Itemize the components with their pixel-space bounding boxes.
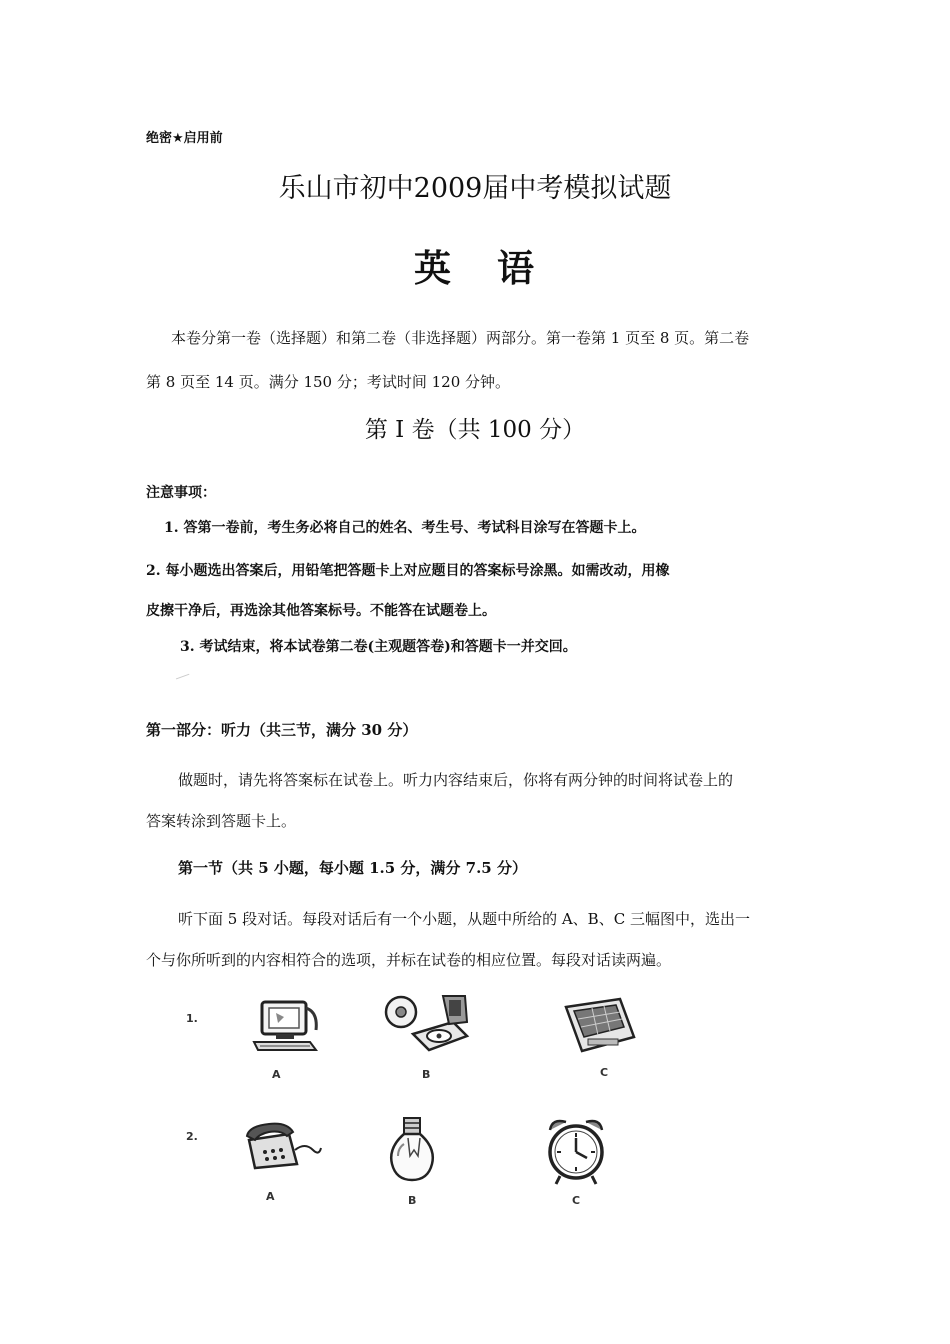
part1-title: 第一部分：听力（共三节，满分 30 分） [146,721,418,739]
exam-title: 乐山市初中2009届中考模拟试题 [278,173,672,204]
notes-title: 注意事项： [146,485,216,501]
note-item-1: 1. 答第一卷前，考生务必将自己的姓名、考生号、考试科目涂写在答题卡上。 [164,520,646,536]
subject-char-2: 语 [497,247,536,290]
cd-player-icon [383,992,471,1056]
note-item-2: 2. 每小题选出答案后，用铅笔把答题卡上对应题目的答案标号涂黑。如需改动，用橡 [146,563,670,579]
scan-mark [176,674,190,682]
section1-title: 第一节（共 5 小题，每小题 1.5 分，满分 7.5 分） [178,859,527,877]
subject-char-1: 英 [414,247,453,290]
section1-direction-1: 听下面 5 段对话。每段对话后有一个小题，从题中所给的 A、B、C 三幅图中，选出一 [178,910,750,928]
q1-option-c-label: C [600,1066,609,1079]
q1-option-b-label: B [422,1068,431,1081]
section1-direction-2: 个与你所听到的内容相符合的选项，并标在试卷的相应位置。每段对话读两遍。 [146,951,672,969]
q2-option-a-label: A [266,1190,275,1203]
alarm-clock-icon [544,1116,608,1186]
question-2-number: 2. [186,1130,198,1143]
part1-instruction-1: 做题时，请先将答案标在试卷上。听力内容结束后，你将有两分钟的时间将试卷上的 [178,771,734,789]
intro-line-2: 第 8 页至 14 页。满分 150 分；考试时间 120 分钟。 [146,373,511,391]
subject-title [0,238,950,292]
volume-title: 第 I 卷（共 100 分） [364,417,586,443]
q1-option-a-label: A [272,1068,281,1081]
computer-icon [250,998,324,1056]
confidential-mark: 绝密★启用前 [146,131,223,146]
q2-option-c-label: C [572,1194,581,1207]
note-item-2-cont: 皮擦干净后，再选涂其他答案标号。不能答在试题卷上。 [146,603,496,619]
light-bulb-icon [388,1116,436,1184]
note-item-3: 3. 考试结束，将本试卷第二卷(主观题答卷)和答题卡一并交回。 [180,639,577,655]
q2-option-b-label: B [408,1194,417,1207]
question-1-number: 1. [186,1012,198,1025]
telephone-icon [243,1122,323,1172]
intro-line-1: 本卷分第一卷（选择题）和第二卷（非选择题）两部分。第一卷第 1 页至 8 页。第二卷 [171,329,750,347]
keyboard-icon [562,997,638,1055]
part1-instruction-2: 答案转涂到答题卡上。 [146,812,297,830]
